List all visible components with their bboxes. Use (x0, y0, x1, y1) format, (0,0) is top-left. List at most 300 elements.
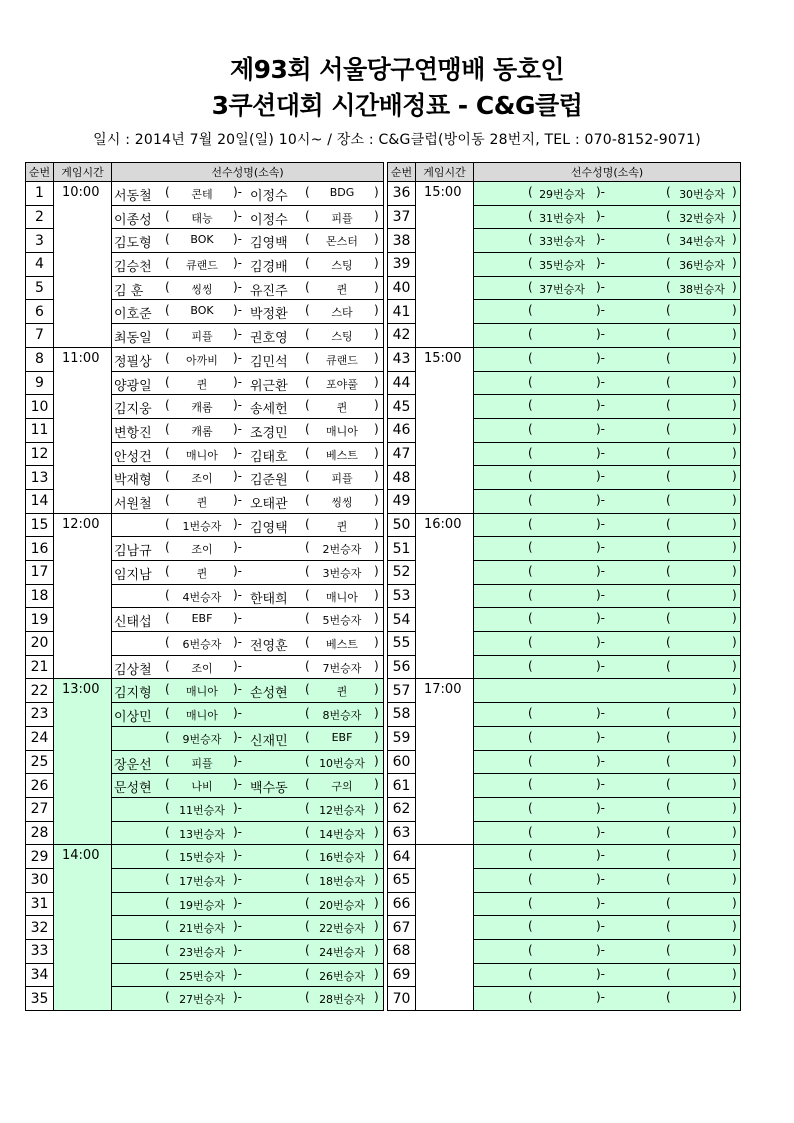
player-2-club: 구의 (331, 780, 353, 794)
paren-dash: )- (596, 327, 606, 342)
game-time: 14:00 (54, 845, 112, 1011)
paren-open: ( (528, 848, 533, 863)
match-number: 5 (26, 276, 54, 300)
players-cell (112, 821, 384, 845)
player-2-club: 24번승자 (319, 946, 365, 959)
paren-close: ) (732, 492, 737, 507)
players-cell (474, 750, 741, 774)
match-number: 27 (26, 797, 54, 821)
paren-dash: )- (596, 943, 606, 957)
players-cell (474, 466, 741, 490)
player-2-club: 18번승자 (319, 874, 365, 888)
paren-close: ) (732, 919, 737, 934)
paren-open: ( (165, 279, 170, 294)
player-2-name: 김경배 (250, 260, 288, 276)
header-row (388, 163, 741, 182)
paren-close: ) (374, 540, 379, 555)
player-1-name: 김도형 (114, 236, 152, 252)
player-2-name: 김태호 (250, 449, 288, 465)
match-number: 46 (388, 418, 416, 442)
game-time: 15:00 (416, 347, 474, 513)
paren-open: ( (165, 895, 170, 910)
paren-dash: )- (233, 587, 243, 602)
paren-open: ( (528, 398, 533, 413)
paren-close: ) (732, 421, 737, 436)
player-2-club: 매니아 (326, 424, 358, 438)
player-1-club: 9번승자 (182, 732, 222, 746)
paren-open: ( (305, 327, 310, 342)
match-number: 4 (26, 253, 54, 277)
paren-open: ( (165, 303, 170, 318)
paren-close: ) (732, 800, 737, 815)
paren-close: ) (374, 185, 379, 199)
paren-open: ( (305, 800, 310, 815)
paren-close: ) (374, 445, 379, 460)
paren-dash: )- (596, 871, 606, 886)
player-1-club: 조이 (191, 661, 213, 675)
player-2-club: 16번승자 (319, 851, 365, 865)
paren-open: ( (528, 587, 533, 602)
player-2-club: 10번승자 (319, 756, 365, 770)
player-1-name: 장운선 (114, 757, 152, 773)
player-1-name: 이상민 (114, 710, 152, 726)
match-number: 57 (388, 679, 416, 703)
player-2-name: 오태관 (250, 496, 288, 512)
player-2-name: 한태희 (250, 591, 288, 607)
paren-open: ( (528, 990, 533, 1005)
paren-open: ( (666, 564, 671, 578)
players-cell (112, 703, 384, 727)
match-number: 42 (388, 324, 416, 348)
players-cell (474, 726, 741, 750)
player-2-name: 김준원 (250, 473, 288, 489)
paren-open: ( (165, 350, 170, 365)
paren-dash: )- (233, 824, 243, 839)
paren-open: ( (666, 587, 671, 602)
paren-close: ) (732, 611, 737, 626)
match-number: 50 (388, 513, 416, 537)
paren-close: ) (374, 492, 379, 507)
players-cell (474, 940, 741, 964)
paren-open: ( (666, 871, 671, 886)
paren-close: ) (374, 374, 379, 389)
paren-open: ( (528, 421, 533, 436)
table-row (26, 347, 384, 371)
paren-close: ) (374, 208, 379, 223)
match-number: 38 (388, 229, 416, 253)
table-row (388, 679, 741, 703)
player-2-club: 2번승자 (322, 543, 362, 557)
paren-close: ) (732, 445, 737, 460)
paren-dash: )- (596, 540, 606, 555)
paren-dash: )- (596, 279, 606, 294)
paren-open: ( (666, 753, 671, 768)
paren-open: ( (666, 635, 671, 650)
player-2-club: 20번승자 (319, 898, 365, 912)
paren-open: ( (305, 445, 310, 460)
paren-close: ) (732, 706, 737, 721)
player-2-club: 퀸 (336, 282, 348, 296)
paren-open: ( (165, 185, 170, 199)
players-cell (112, 868, 384, 892)
match-number: 67 (388, 916, 416, 940)
paren-open: ( (666, 516, 671, 531)
match-number: 52 (388, 561, 416, 585)
players-cell (474, 584, 741, 608)
paren-open: ( (305, 185, 310, 199)
players-cell (474, 395, 741, 419)
paren-open: ( (165, 587, 170, 602)
players-cell (474, 963, 741, 987)
match-number: 63 (388, 821, 416, 845)
paren-open: ( (305, 990, 310, 1005)
players-cell (474, 987, 741, 1011)
match-number: 23 (26, 703, 54, 727)
paren-open: ( (666, 729, 671, 744)
paren-dash: )- (233, 208, 243, 223)
match-number: 14 (26, 489, 54, 513)
player-2-club: 포야풀 (326, 377, 358, 391)
player-2-club: 베스트 (326, 638, 358, 652)
header-time: 게임시간 (54, 163, 112, 182)
paren-open: ( (305, 729, 310, 744)
paren-open: ( (305, 587, 310, 602)
player-2-name: 송세헌 (250, 402, 288, 418)
player-2-name: 박정환 (250, 307, 288, 323)
game-time: 16:00 (416, 513, 474, 679)
paren-open: ( (305, 682, 310, 697)
match-number: 35 (26, 987, 54, 1011)
match-number: 26 (26, 774, 54, 798)
paren-open: ( (305, 492, 310, 507)
player-2-club: 퀸 (336, 685, 348, 699)
paren-close: ) (732, 208, 737, 223)
paren-dash: )- (596, 445, 606, 460)
paren-open: ( (165, 753, 170, 768)
paren-open: ( (305, 635, 310, 650)
paren-dash: )- (233, 706, 243, 721)
paren-close: ) (374, 824, 379, 839)
player-1-club: 37번승자 (539, 282, 585, 296)
paren-close: ) (374, 327, 379, 342)
paren-dash: )- (233, 374, 243, 389)
players-cell (474, 632, 741, 656)
paren-open: ( (528, 777, 533, 792)
paren-open: ( (305, 753, 310, 768)
players-cell (474, 418, 741, 442)
player-2-club: 26번승자 (319, 969, 365, 983)
paren-close: ) (732, 824, 737, 839)
paren-open: ( (666, 540, 671, 555)
players-cell (474, 300, 741, 324)
paren-open: ( (666, 895, 671, 910)
paren-dash: )- (233, 492, 243, 507)
player-1-club: 퀸 (196, 377, 208, 391)
paren-dash: )- (233, 895, 243, 910)
player-1-club: 17번승자 (179, 874, 225, 888)
player-1-club: 27번승자 (179, 993, 225, 1007)
paren-open: ( (165, 729, 170, 744)
match-number: 13 (26, 466, 54, 490)
player-2-club: EBF (331, 730, 353, 744)
paren-dash: )- (596, 729, 606, 744)
paren-dash: )- (596, 966, 606, 981)
paren-open: ( (528, 303, 533, 318)
match-number: 54 (388, 608, 416, 632)
paren-dash: )- (596, 469, 606, 484)
player-2-name: 신재민 (250, 733, 288, 749)
paren-dash: )- (596, 777, 606, 792)
paren-open: ( (165, 777, 170, 792)
paren-dash: )- (596, 492, 606, 507)
paren-open: ( (666, 492, 671, 507)
player-1-club: 나비 (191, 780, 213, 794)
paren-open: ( (528, 469, 533, 484)
match-number: 48 (388, 466, 416, 490)
player-1-name: 임지남 (114, 568, 152, 583)
player-1-club: 31번승자 (539, 211, 585, 225)
players-cell (112, 182, 384, 206)
players-cell (474, 916, 741, 940)
player-1-club: 캐롬 (191, 401, 213, 415)
match-number: 33 (26, 940, 54, 964)
player-1-name: 안성건 (114, 449, 152, 465)
players-cell (474, 182, 741, 206)
player-2-club: 스팅 (331, 259, 353, 273)
paren-open: ( (305, 421, 310, 436)
players-cell (112, 513, 384, 537)
match-number: 47 (388, 442, 416, 466)
table-row (388, 513, 741, 537)
paren-open: ( (305, 398, 310, 413)
paren-open: ( (165, 966, 170, 981)
paren-dash: )- (233, 635, 243, 650)
paren-open: ( (666, 966, 671, 981)
paren-dash: )- (233, 445, 243, 460)
paren-close: ) (374, 279, 379, 294)
player-1-club: 11번승자 (179, 803, 225, 817)
paren-open: ( (165, 398, 170, 413)
paren-close: ) (374, 350, 379, 365)
paren-open: ( (528, 374, 533, 389)
players-cell (474, 821, 741, 845)
paren-dash: )- (596, 398, 606, 413)
player-1-club: 큐랜드 (186, 259, 218, 273)
paren-open: ( (666, 327, 671, 342)
player-1-club: 1번승자 (182, 519, 222, 533)
paren-close: ) (732, 990, 737, 1005)
players-cell (474, 324, 741, 348)
players-cell (474, 892, 741, 916)
paren-open: ( (528, 492, 533, 507)
paren-close: ) (374, 682, 379, 697)
paren-close: ) (374, 469, 379, 484)
players-cell (474, 205, 741, 229)
paren-open: ( (666, 800, 671, 815)
paren-open: ( (305, 943, 310, 957)
players-cell (112, 537, 384, 561)
paren-open: ( (305, 895, 310, 910)
player-2-club: BDG (329, 186, 355, 199)
players-cell (474, 868, 741, 892)
players-cell (112, 632, 384, 656)
paren-close: ) (732, 777, 737, 792)
game-time: 17:00 (416, 679, 474, 845)
match-number: 19 (26, 608, 54, 632)
match-number: 64 (388, 845, 416, 869)
player-1-name: 김상철 (114, 662, 152, 678)
players-cell (112, 205, 384, 229)
player-1-name: 문성현 (114, 781, 152, 797)
paren-open: ( (305, 777, 310, 792)
player-2-club: 12번승자 (319, 803, 365, 817)
paren-open: ( (165, 682, 170, 697)
match-number: 70 (388, 987, 416, 1011)
players-cell (112, 466, 384, 490)
header-no: 순번 (388, 163, 416, 182)
paren-open: ( (528, 943, 533, 957)
paren-close: ) (732, 279, 737, 294)
paren-open: ( (165, 445, 170, 460)
paren-open: ( (666, 469, 671, 484)
match-number: 45 (388, 395, 416, 419)
match-number: 18 (26, 584, 54, 608)
player-1-club: 조이 (191, 472, 213, 486)
player-2-club: 28번승자 (319, 993, 365, 1007)
paren-close: ) (732, 729, 737, 744)
player-1-name: 서원철 (114, 496, 152, 512)
match-number: 51 (388, 537, 416, 561)
paren-open: ( (528, 966, 533, 981)
player-2-club: 3번승자 (322, 567, 362, 580)
paren-open: ( (528, 635, 533, 650)
match-number: 44 (388, 371, 416, 395)
player-2-club: 34번승자 (679, 235, 725, 249)
players-cell (112, 679, 384, 703)
paren-dash: )- (233, 919, 243, 934)
paren-open: ( (165, 706, 170, 721)
paren-close: ) (732, 966, 737, 981)
paren-close: ) (374, 635, 379, 650)
paren-open: ( (305, 919, 310, 934)
player-2-name: 위근환 (250, 378, 288, 394)
game-time: 12:00 (54, 513, 112, 679)
paren-close: ) (374, 658, 379, 673)
player-2-club: 퀸 (336, 401, 348, 415)
players-cell (474, 679, 741, 703)
table-row (26, 845, 384, 869)
paren-open: ( (666, 445, 671, 460)
paren-open: ( (528, 540, 533, 555)
player-1-club: 캐롬 (191, 424, 213, 438)
paren-dash: )- (233, 350, 243, 365)
players-cell (112, 774, 384, 798)
paren-dash: )- (596, 421, 606, 436)
match-number: 9 (26, 371, 54, 395)
paren-dash: )- (233, 421, 243, 436)
paren-open: ( (305, 232, 310, 247)
player-2-club: 피플 (331, 211, 353, 225)
paren-dash: )- (233, 777, 243, 792)
player-1-name: 이종성 (114, 212, 152, 228)
paren-dash: )- (596, 303, 606, 318)
player-1-name: 이호준 (114, 307, 152, 323)
player-1-club: 피플 (191, 330, 213, 344)
paren-close: ) (732, 682, 737, 697)
players-cell (112, 276, 384, 300)
player-1-club: 23번승자 (179, 946, 225, 959)
match-number: 7 (26, 324, 54, 348)
paren-dash: )- (596, 848, 606, 863)
paren-dash: )- (596, 611, 606, 626)
player-2-name: 이정수 (250, 212, 288, 228)
players-cell (112, 726, 384, 750)
paren-dash: )- (596, 919, 606, 934)
paren-open: ( (305, 516, 310, 531)
player-1-name: 정필상 (114, 354, 152, 370)
paren-open: ( (165, 611, 170, 626)
paren-close: ) (374, 303, 379, 318)
player-1-club: 매니아 (186, 685, 218, 699)
paren-open: ( (666, 421, 671, 436)
player-1-club: 아까비 (186, 353, 218, 367)
match-number: 55 (388, 632, 416, 656)
paren-open: ( (666, 374, 671, 389)
paren-dash: )- (596, 658, 606, 673)
paren-close: ) (374, 232, 379, 247)
match-number: 25 (26, 750, 54, 774)
paren-open: ( (528, 706, 533, 721)
players-cell (474, 513, 741, 537)
player-2-club: 스타 (331, 306, 353, 320)
player-1-club: 조이 (191, 543, 213, 557)
players-cell (112, 963, 384, 987)
schedule-table-right (387, 162, 741, 1011)
player-1-club: 13번승자 (179, 827, 225, 841)
table-row (26, 679, 384, 703)
paren-open: ( (528, 516, 533, 531)
paren-dash: )- (596, 587, 606, 602)
match-number: 3 (26, 229, 54, 253)
players-cell (474, 561, 741, 585)
player-1-name: 김지형 (114, 686, 152, 702)
player-2-club: 몬스터 (326, 235, 358, 249)
player-2-club: 30번승자 (679, 188, 725, 201)
match-number: 40 (388, 276, 416, 300)
player-2-club: 피플 (331, 472, 353, 486)
player-2-name: 조경민 (250, 425, 288, 441)
paren-open: ( (165, 256, 170, 271)
player-1-club: 4번승자 (182, 590, 222, 604)
players-cell (112, 561, 384, 585)
paren-dash: )- (233, 800, 243, 815)
paren-open: ( (666, 658, 671, 673)
header-players: 선수성명(소속) (112, 163, 384, 182)
paren-open: ( (165, 800, 170, 815)
paren-open: ( (666, 611, 671, 626)
players-cell (112, 347, 384, 371)
match-number: 53 (388, 584, 416, 608)
players-cell (112, 418, 384, 442)
paren-open: ( (666, 398, 671, 413)
match-number: 60 (388, 750, 416, 774)
players-cell (112, 940, 384, 964)
paren-close: ) (374, 871, 379, 886)
header-no: 순번 (26, 163, 54, 182)
player-1-name: 서동철 (114, 189, 152, 204)
match-number: 39 (388, 253, 416, 277)
paren-dash: )- (233, 658, 243, 673)
